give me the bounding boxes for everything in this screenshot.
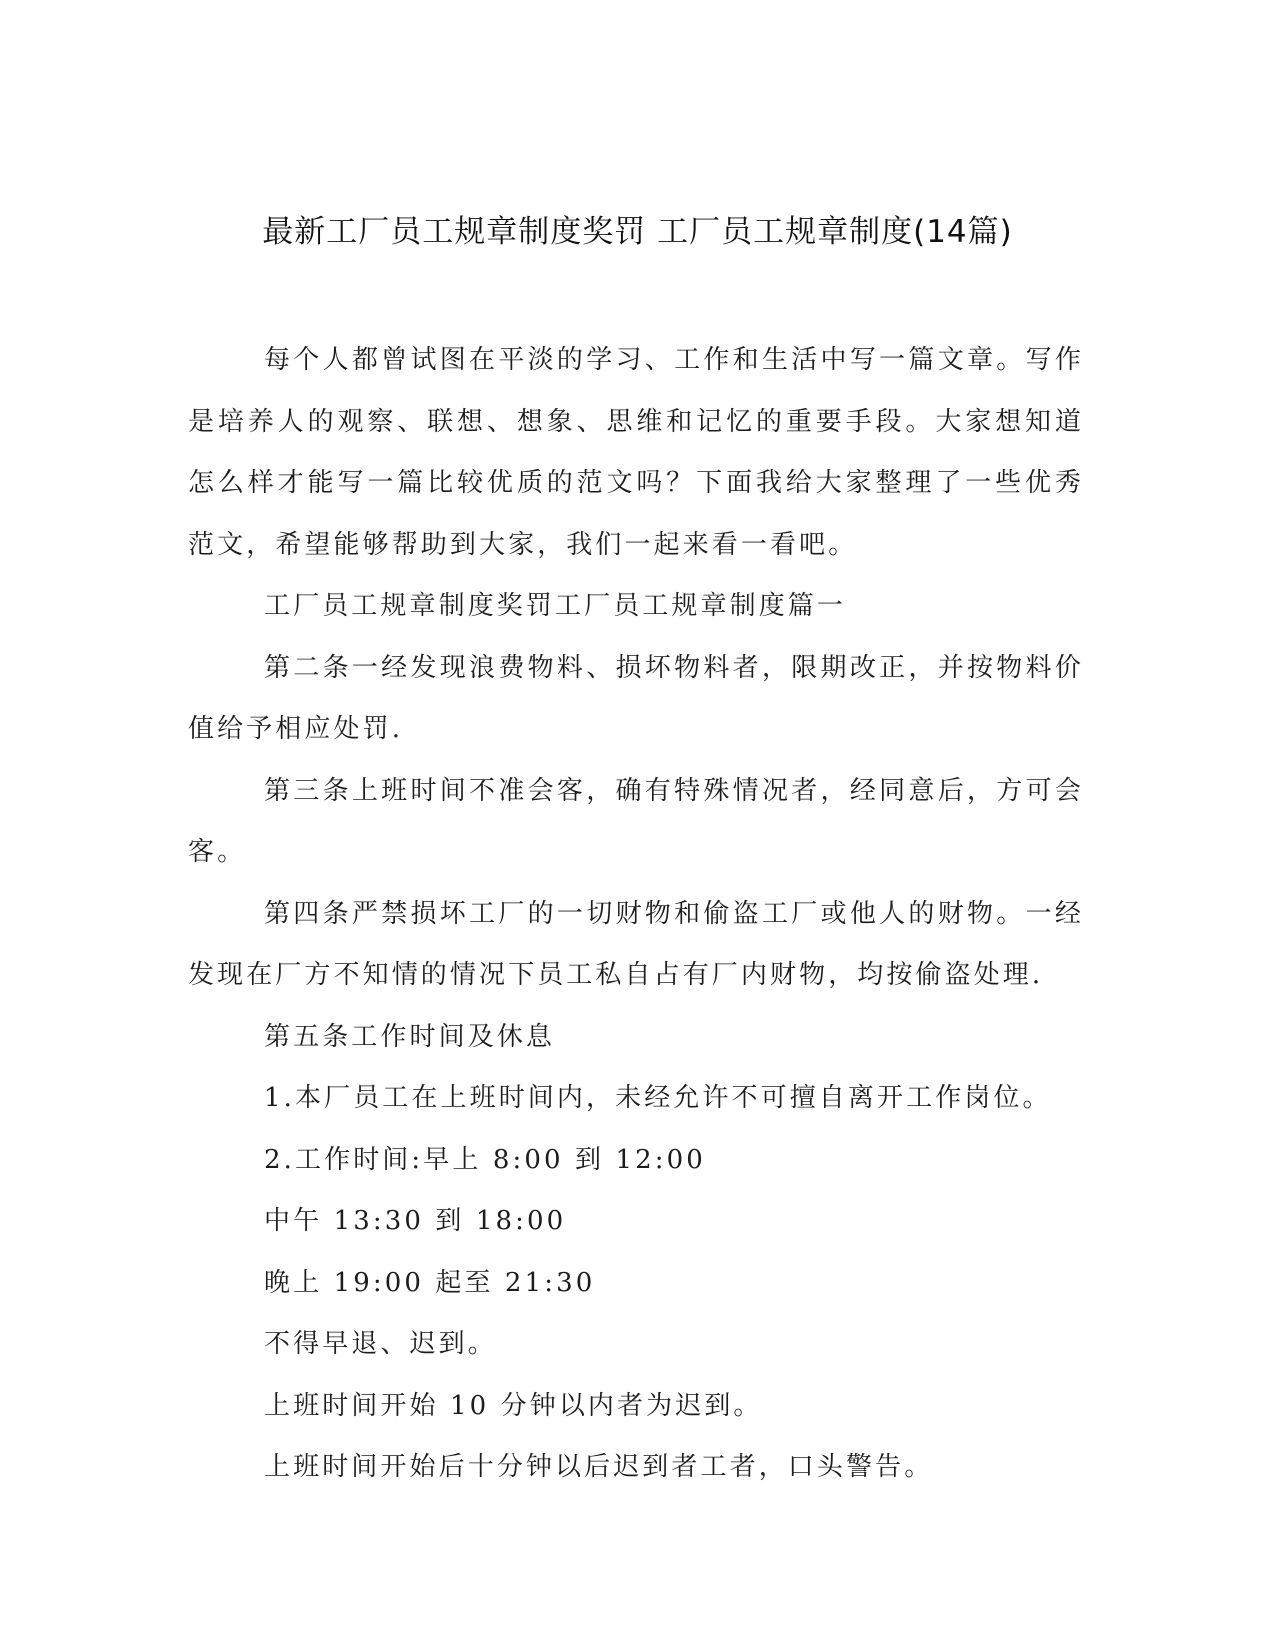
lateness-definition: 上班时间开始 10 分钟以内者为迟到。 [264,1390,763,1421]
document-body [188,330,1084,1499]
article-five-heading: 第五条工作时间及休息 [264,1021,556,1052]
schedule-noon: 中午 13:30 到 18:00 [264,1206,567,1236]
article-three-paragraph: 第三条上班时间不准会客，确有特殊情况者，经同意后，方可会客。 [188,775,1084,867]
rule-item-2: 2.工作时间:早上 8:00 到 12:00 [264,1144,706,1175]
no-lateness-line: 不得早退、迟到。 [264,1329,497,1359]
schedule-evening: 晚上 19:00 起至 21:30 [264,1267,596,1298]
rule-item-1: 1.本厂员工在上班时间内，未经允许不可擅自离开工作岗位。 [264,1083,1052,1113]
article-two-paragraph: 第二条一经发现浪费物料、损坏物料者，限期改正，并按物料价值给予相应处罚. [188,652,1084,744]
article-four-paragraph: 第四条严禁损坏工厂的一切财物和偷盗工厂或他人的财物。一经发现在厂方不知情的情况下员工私自占有厂内财物，均按偷盗处理. [188,898,1084,990]
intro-paragraph: 每个人都曾试图在平淡的学习、工作和生活中写一篇文章。写作是培养人的观察、联想、想象、思维和记忆的重要手段。大家想知道怎么样才能写一篇比较优质的范文吗？下面我给大家整理了一些优秀范文，希望能够帮助到大家，我们一起来看一看吧。 [188,345,1084,560]
lateness-warning: 上班时间开始后十分钟以后迟到者工者，口头警告。 [264,1452,934,1482]
document-title: 最新工厂员工规章制度奖罚 工厂员工规章制度(14篇) [262,214,1013,250]
section-heading: 工厂员工规章制度奖罚工厂员工规章制度篇一 [264,591,847,621]
